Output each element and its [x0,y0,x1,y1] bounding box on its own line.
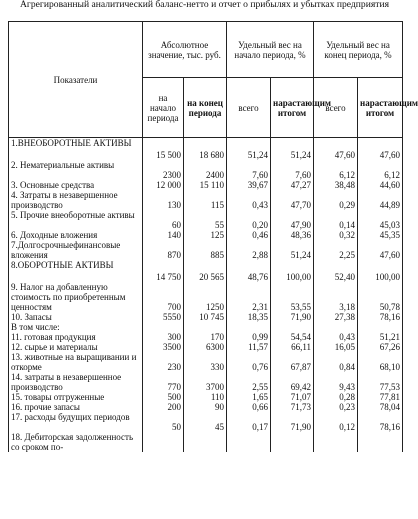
share-start-header: Удельный вес на начало периода, % [227,22,314,78]
row-value-v2 [184,322,227,332]
page-title: Агрегированный аналитический баланс-нетто и отчет о прибылях и убытках предприятия [20,0,389,10]
row-label: 4. Затраты в незавершенное производство [9,190,143,210]
row-label: 17. расходы будущих периодов [9,412,143,432]
table-row [9,260,403,282]
row-value-v6 [358,432,403,452]
table-row [9,180,403,190]
row-value-v5: 2,25 [314,240,358,260]
row-value-v5 [314,432,358,452]
row-label: 11. готовая продукция [9,332,143,342]
table-row [9,332,403,342]
row-value-v5: 9,43 [314,372,358,392]
row-label: В том числе: [9,322,143,332]
row-value-v1: 500 [143,392,184,402]
row-value-v3: 0,20 [227,210,271,230]
row-value-v6: 45,35 [358,230,403,240]
row-value-v3: 1,65 [227,392,271,402]
row-value-v5: 0,84 [314,352,358,372]
row-value-v6: 77,53 [358,372,403,392]
row-value-v4: 51,24 [271,240,314,260]
row-value-v6: 44,89 [358,190,403,210]
table-row [9,402,403,412]
row-label: 7.Долгосрочныефинансовые вложения [9,240,143,260]
row-value-v3: 11,57 [227,342,271,352]
row-label: 8.ОБОРОТНЫЕ АКТИВЫ [9,260,143,282]
table-row [9,312,403,322]
row-value-v3: 51,24 [227,138,271,160]
row-value-v4: 71,90 [271,312,314,322]
table-row [9,210,403,230]
row-value-v1 [143,322,184,332]
row-value-v3: 0,66 [227,402,271,412]
row-value-v2 [184,432,227,452]
row-value-v1: 870 [143,240,184,260]
row-label: 15. товары отгруженные [9,392,143,402]
row-value-v1: 50 [143,412,184,432]
row-value-v4: 71,90 [271,412,314,432]
table-row [9,432,403,452]
row-value-v6: 47,60 [358,138,403,160]
row-value-v5: 0,29 [314,190,358,210]
row-value-v3 [227,322,271,332]
table-row [9,282,403,312]
row-value-v2: 90 [184,402,227,412]
row-value-v2: 10 745 [184,312,227,322]
row-value-v3: 0,99 [227,332,271,342]
row-label: 1.ВНЕОБОРОТНЫЕ АКТИВЫ [9,138,143,160]
row-value-v5: 0,32 [314,230,358,240]
row-value-v3: 2,31 [227,282,271,312]
row-value-v3: 0,43 [227,190,271,210]
row-value-v1: 60 [143,210,184,230]
row-value-v4: 100,00 [271,260,314,282]
table-row [9,392,403,402]
row-value-v2: 885 [184,240,227,260]
row-label: 18. Дебиторская задолженность со сроком по- [9,432,143,452]
row-value-v4: 7,60 [271,160,314,180]
row-value-v4: 67,87 [271,352,314,372]
row-value-v6: 68,10 [358,352,403,372]
row-value-v1: 5550 [143,312,184,322]
row-value-v4: 54,54 [271,332,314,342]
row-value-v2: 45 [184,412,227,432]
row-value-v1: 700 [143,282,184,312]
row-value-v4: 71,07 [271,392,314,402]
row-value-v4: 71,73 [271,402,314,412]
row-value-v2: 55 [184,210,227,230]
row-value-v5: 0,14 [314,210,358,230]
row-label: 10. Запасы [9,312,143,322]
row-value-v5: 0,43 [314,332,358,342]
row-value-v5: 0,28 [314,392,358,402]
cumulative-start-header: нарастающим итогом [271,78,314,138]
row-label: 2. Нематериальные активы [9,160,143,180]
row-value-v3: 0,46 [227,230,271,240]
table-row [9,322,403,332]
row-value-v4: 47,27 [271,180,314,190]
row-value-v2: 18 680 [184,138,227,160]
table-row [9,342,403,352]
row-value-v4 [271,322,314,332]
table-row [9,138,403,160]
row-label: 16. прочие запасы [9,402,143,412]
row-value-v3: 0,76 [227,352,271,372]
row-value-v3: 2,88 [227,240,271,260]
row-value-v5: 0,23 [314,402,358,412]
row-value-v5 [314,322,358,332]
row-value-v6: 78,16 [358,412,403,432]
row-value-v5: 27,38 [314,312,358,322]
row-value-v1: 200 [143,402,184,412]
row-value-v1: 140 [143,230,184,240]
row-value-v6: 78,16 [358,312,403,322]
row-value-v5: 6,12 [314,160,358,180]
table-row [9,160,403,180]
row-value-v2: 125 [184,230,227,240]
row-value-v3 [227,432,271,452]
row-value-v1: 2300 [143,160,184,180]
row-value-v4: 47,90 [271,210,314,230]
row-value-v2: 2400 [184,160,227,180]
row-value-v6: 67,26 [358,342,403,352]
row-value-v6: 6,12 [358,160,403,180]
row-value-v6: 45,03 [358,210,403,230]
row-value-v5: 16,05 [314,342,358,352]
cumulative-end-header: нарастающим итогом [358,78,403,138]
row-value-v1 [143,432,184,452]
absolute-value-header: Абсолютное значение, тыс. руб. [143,22,227,78]
row-label: 6. Доходные вложения [9,230,143,240]
row-value-v2: 170 [184,332,227,342]
row-value-v5: 3,18 [314,282,358,312]
row-value-v6: 44,60 [358,180,403,190]
row-value-v2: 110 [184,392,227,402]
row-value-v2: 115 [184,190,227,210]
row-value-v3: 2,55 [227,372,271,392]
row-value-v1: 15 500 [143,138,184,160]
row-value-v6: 47,60 [358,240,403,260]
table-row [9,230,403,240]
row-value-v1: 300 [143,332,184,342]
row-label: 9. Налог на добавленную стоимость по приобретенным ценностям [9,282,143,312]
row-label: 14. затраты в незавершенное производство [9,372,143,392]
row-value-v5: 47,60 [314,138,358,160]
row-value-v6: 78,04 [358,402,403,412]
balance-table [8,21,418,452]
table-row [9,412,403,432]
row-value-v1: 12 000 [143,180,184,190]
row-value-v6 [358,322,403,332]
total-start-header: всего [227,78,271,138]
row-label: 12. сырье и материалы [9,342,143,352]
row-value-v4: 48,36 [271,230,314,240]
row-value-v6: 100,00 [358,260,403,282]
row-value-v6: 51,21 [358,332,403,342]
row-value-v1: 770 [143,372,184,392]
row-value-v4: 47,70 [271,190,314,210]
row-value-v6: 50,78 [358,282,403,312]
row-label: 13. животные на выращивании и откорме [9,352,143,372]
row-value-v4: 51,24 [271,138,314,160]
row-value-v3: 48,76 [227,260,271,282]
row-label: 3. Основные средства [9,180,143,190]
at-end-header: на конец периода [184,78,227,138]
row-value-v2: 1250 [184,282,227,312]
row-value-v6: 77,81 [358,392,403,402]
row-value-v1: 130 [143,190,184,210]
at-start-header: на начало периода [143,78,184,138]
row-value-v2: 3700 [184,372,227,392]
row-value-v2: 20 565 [184,260,227,282]
share-end-header: Удельный вес на конец периода, % [314,22,403,78]
table-row [9,240,403,260]
row-value-v4: 53,55 [271,282,314,312]
row-value-v5: 52,40 [314,260,358,282]
row-value-v1: 14 750 [143,260,184,282]
row-value-v5: 0,12 [314,412,358,432]
row-label: 5. Прочие внеоборотные активы [9,210,143,230]
row-value-v5: 38,48 [314,180,358,190]
row-value-v4: 66,11 [271,342,314,352]
row-value-v2: 330 [184,352,227,372]
indicators-header: Показатели [9,22,143,138]
table-row [9,372,403,392]
row-value-v3: 7,60 [227,160,271,180]
row-value-v1: 230 [143,352,184,372]
row-value-v3: 39,67 [227,180,271,190]
table-row [9,352,403,372]
row-value-v2: 6300 [184,342,227,352]
row-value-v3: 0,17 [227,412,271,432]
row-value-v2: 15 110 [184,180,227,190]
table-row [9,190,403,210]
row-value-v4: 69,42 [271,372,314,392]
row-value-v4 [271,432,314,452]
row-value-v3: 18,35 [227,312,271,322]
row-value-v1: 3500 [143,342,184,352]
total-end-header: всего [314,78,358,138]
